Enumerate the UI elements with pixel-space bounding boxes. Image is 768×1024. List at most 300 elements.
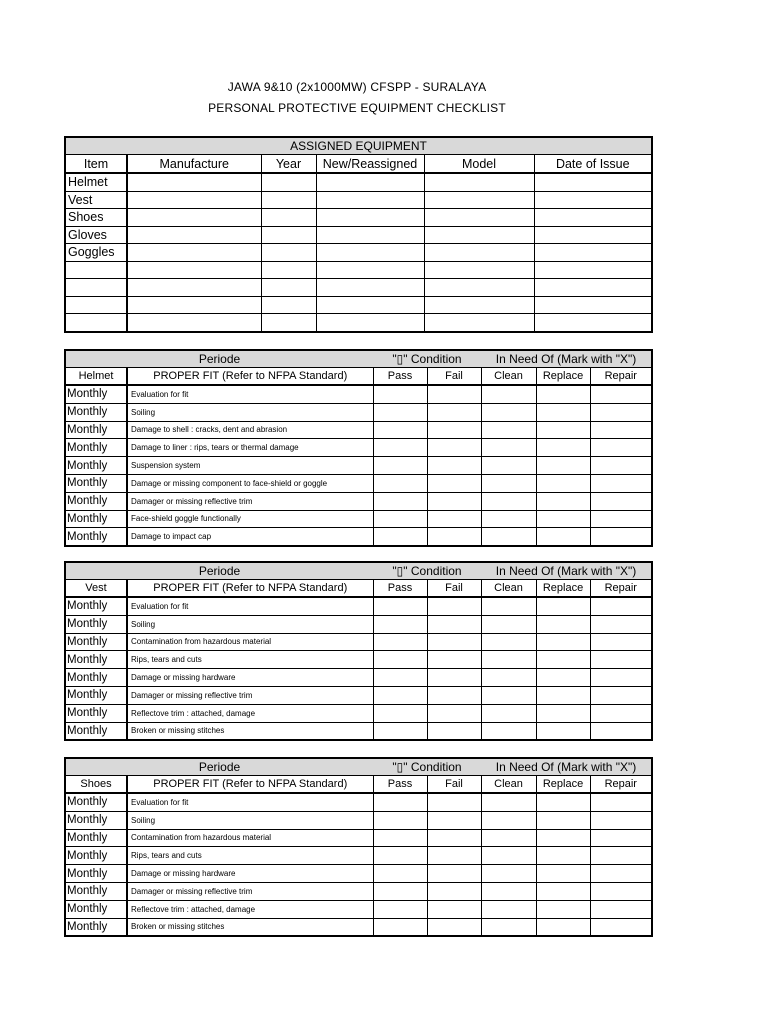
checklist-row <box>65 918 652 936</box>
clean-cell[interactable] <box>481 615 536 633</box>
repair-cell[interactable] <box>590 847 652 865</box>
pass-cell[interactable] <box>373 492 427 510</box>
row-description: Evaluation for fit <box>127 793 373 811</box>
assigned-cell-manufacture[interactable] <box>127 244 261 262</box>
repair-cell[interactable] <box>590 403 652 421</box>
row-period: Monthly <box>65 597 127 615</box>
fail-cell[interactable] <box>427 882 481 900</box>
row-description: Damage to impact cap <box>127 528 373 546</box>
periode-header: Periode <box>65 758 373 776</box>
clean-cell[interactable] <box>481 811 536 829</box>
assigned-cell-date-of-issue[interactable] <box>534 296 652 314</box>
repair-cell[interactable] <box>590 421 652 439</box>
fail-cell[interactable] <box>427 811 481 829</box>
checklist-row <box>65 633 652 651</box>
assigned-cell-manufacture[interactable] <box>127 314 261 332</box>
assigned-row <box>65 191 652 209</box>
checklist-row <box>65 829 652 847</box>
assigned-cell-new-reassigned[interactable] <box>316 173 424 191</box>
clean-cell[interactable] <box>481 439 536 457</box>
pass-cell[interactable] <box>373 421 427 439</box>
repair-cell[interactable] <box>590 474 652 492</box>
checklist-row <box>65 385 652 403</box>
assigned-cell-year[interactable] <box>261 191 316 209</box>
replace-cell[interactable] <box>536 865 590 883</box>
repair-cell[interactable] <box>590 722 652 740</box>
assigned-row <box>65 296 652 314</box>
clean-cell[interactable] <box>481 900 536 918</box>
assigned-cell-date-of-issue[interactable] <box>534 314 652 332</box>
checklist-row <box>65 793 652 811</box>
fail-cell[interactable] <box>427 918 481 936</box>
row-period: Monthly <box>65 811 127 829</box>
replace-header: Replace <box>536 580 590 598</box>
clean-cell[interactable] <box>481 882 536 900</box>
repair-header: Repair <box>590 368 652 386</box>
fail-cell[interactable] <box>427 439 481 457</box>
need-header: In Need Of (Mark with "X") <box>481 350 652 368</box>
assigned-column-headers <box>65 155 652 174</box>
replace-cell[interactable] <box>536 615 590 633</box>
pass-cell[interactable] <box>373 722 427 740</box>
repair-header: Repair <box>590 580 652 598</box>
assigned-cell-date-of-issue[interactable] <box>534 191 652 209</box>
repair-cell[interactable] <box>590 865 652 883</box>
replace-header: Replace <box>536 776 590 794</box>
condition-header: "▯" Condition <box>373 562 481 580</box>
clean-cell[interactable] <box>481 704 536 722</box>
fail-cell[interactable] <box>427 900 481 918</box>
checklist-table-helmet <box>64 349 653 547</box>
checklist-row <box>65 597 652 615</box>
checklist-row <box>65 651 652 669</box>
clean-cell[interactable] <box>481 457 536 475</box>
assigned-equipment-title: ASSIGNED EQUIPMENT <box>65 137 652 155</box>
fail-cell[interactable] <box>427 865 481 883</box>
replace-cell[interactable] <box>536 633 590 651</box>
row-period: Monthly <box>65 847 127 865</box>
row-period: Monthly <box>65 686 127 704</box>
checklist-row <box>65 865 652 883</box>
repair-cell[interactable] <box>590 439 652 457</box>
assigned-row <box>65 261 652 279</box>
checklist-row <box>65 615 652 633</box>
pass-cell[interactable] <box>373 900 427 918</box>
pass-cell[interactable] <box>373 865 427 883</box>
fail-cell[interactable] <box>427 403 481 421</box>
assigned-cell-manufacture[interactable] <box>127 226 261 244</box>
assigned-cell-year[interactable] <box>261 244 316 262</box>
assigned-item-label: Vest <box>65 191 127 209</box>
repair-cell[interactable] <box>590 633 652 651</box>
document-title: JAWA 9&10 (2x1000MW) CFSPP - SURALAYA <box>227 80 487 94</box>
replace-cell[interactable] <box>536 793 590 811</box>
fail-cell[interactable] <box>427 457 481 475</box>
row-description: Face-shield goggle functionally <box>127 510 373 528</box>
pass-cell[interactable] <box>373 811 427 829</box>
row-period: Monthly <box>65 385 127 403</box>
assigned-cell-date-of-issue[interactable] <box>534 244 652 262</box>
proper-fit-header: PROPER FIT (Refer to NFPA Standard) <box>127 580 373 598</box>
repair-cell[interactable] <box>590 686 652 704</box>
row-description: Contamination from hazardous material <box>127 633 373 651</box>
pass-header: Pass <box>373 580 427 598</box>
assigned-row <box>65 173 652 191</box>
section-name: Vest <box>65 580 127 598</box>
pass-cell[interactable] <box>373 704 427 722</box>
checklist-row <box>65 704 652 722</box>
assigned-cell-model[interactable] <box>424 314 534 332</box>
fail-cell[interactable] <box>427 704 481 722</box>
pass-header: Pass <box>373 776 427 794</box>
row-period: Monthly <box>65 403 127 421</box>
row-period: Monthly <box>65 900 127 918</box>
assigned-cell-new-reassigned[interactable] <box>316 209 424 227</box>
fail-cell[interactable] <box>427 651 481 669</box>
row-description: Damage or missing hardware <box>127 669 373 687</box>
assigned-cell-manufacture[interactable] <box>127 296 261 314</box>
replace-cell[interactable] <box>536 403 590 421</box>
assigned-item-label: Shoes <box>65 209 127 227</box>
replace-cell[interactable] <box>536 385 590 403</box>
pass-header: Pass <box>373 368 427 386</box>
assigned-item-label: Helmet <box>65 173 127 191</box>
clean-cell[interactable] <box>481 528 536 546</box>
repair-cell[interactable] <box>590 829 652 847</box>
replace-cell[interactable] <box>536 669 590 687</box>
fail-cell[interactable] <box>427 829 481 847</box>
clean-cell[interactable] <box>481 403 536 421</box>
checklist-row <box>65 510 652 528</box>
clean-header: Clean <box>481 580 536 598</box>
proper-fit-header: PROPER FIT (Refer to NFPA Standard) <box>127 368 373 386</box>
row-description: Damage or missing hardware <box>127 865 373 883</box>
row-description: Broken or missing stitches <box>127 918 373 936</box>
assigned-cell-new-reassigned[interactable] <box>316 191 424 209</box>
assigned-cell-date-of-issue[interactable] <box>534 209 652 227</box>
repair-cell[interactable] <box>590 492 652 510</box>
checklist-row <box>65 847 652 865</box>
replace-cell[interactable] <box>536 882 590 900</box>
row-description: Soiling <box>127 811 373 829</box>
row-period: Monthly <box>65 421 127 439</box>
row-description: Evaluation for fit <box>127 597 373 615</box>
fail-header: Fail <box>427 580 481 598</box>
clean-cell[interactable] <box>481 492 536 510</box>
pass-cell[interactable] <box>373 385 427 403</box>
row-period: Monthly <box>65 439 127 457</box>
replace-cell[interactable] <box>536 847 590 865</box>
assigned-cell-year[interactable] <box>261 296 316 314</box>
clean-cell[interactable] <box>481 918 536 936</box>
periode-header: Periode <box>65 350 373 368</box>
replace-cell[interactable] <box>536 686 590 704</box>
assigned-item-label <box>65 314 127 332</box>
pass-cell[interactable] <box>373 633 427 651</box>
assigned-col-new-reassigned: New/Reassigned <box>316 155 424 174</box>
assigned-cell-manufacture[interactable] <box>127 173 261 191</box>
replace-cell[interactable] <box>536 722 590 740</box>
periode-header: Periode <box>65 562 373 580</box>
assigned-cell-new-reassigned[interactable] <box>316 261 424 279</box>
fail-cell[interactable] <box>427 474 481 492</box>
fail-header: Fail <box>427 368 481 386</box>
row-description: Reflectove trim : attached, damage <box>127 900 373 918</box>
row-description: Damage to shell : cracks, dent and abrasion <box>127 421 373 439</box>
fail-cell[interactable] <box>427 492 481 510</box>
row-period: Monthly <box>65 882 127 900</box>
checklist-table-vest <box>64 561 653 741</box>
checklist-row <box>65 439 652 457</box>
repair-cell[interactable] <box>590 918 652 936</box>
pass-cell[interactable] <box>373 918 427 936</box>
repair-cell[interactable] <box>590 900 652 918</box>
row-period: Monthly <box>65 722 127 740</box>
assigned-cell-manufacture[interactable] <box>127 191 261 209</box>
fail-cell[interactable] <box>427 686 481 704</box>
assigned-cell-model[interactable] <box>424 296 534 314</box>
clean-cell[interactable] <box>481 686 536 704</box>
pass-cell[interactable] <box>373 686 427 704</box>
row-period: Monthly <box>65 829 127 847</box>
pass-cell[interactable] <box>373 669 427 687</box>
assigned-row <box>65 244 652 262</box>
checklist-row <box>65 882 652 900</box>
fail-cell[interactable] <box>427 633 481 651</box>
clean-cell[interactable] <box>481 793 536 811</box>
checklist-row <box>65 669 652 687</box>
proper-fit-header: PROPER FIT (Refer to NFPA Standard) <box>127 776 373 794</box>
pass-cell[interactable] <box>373 597 427 615</box>
replace-cell[interactable] <box>536 492 590 510</box>
fail-cell[interactable] <box>427 510 481 528</box>
row-period: Monthly <box>65 474 127 492</box>
assigned-cell-year[interactable] <box>261 261 316 279</box>
checklist-row <box>65 686 652 704</box>
assigned-cell-model[interactable] <box>424 261 534 279</box>
clean-cell[interactable] <box>481 847 536 865</box>
replace-cell[interactable] <box>536 439 590 457</box>
replace-cell[interactable] <box>536 918 590 936</box>
replace-cell[interactable] <box>536 421 590 439</box>
clean-cell[interactable] <box>481 669 536 687</box>
assigned-cell-new-reassigned[interactable] <box>316 314 424 332</box>
assigned-cell-model[interactable] <box>424 244 534 262</box>
pass-cell[interactable] <box>373 403 427 421</box>
document-subtitle: PERSONAL PROTECTIVE EQUIPMENT CHECKLIST <box>208 101 506 115</box>
fail-cell[interactable] <box>427 528 481 546</box>
condition-header: "▯" Condition <box>373 758 481 776</box>
assigned-cell-manufacture[interactable] <box>127 261 261 279</box>
clean-cell[interactable] <box>481 421 536 439</box>
row-period: Monthly <box>65 615 127 633</box>
clean-cell[interactable] <box>481 385 536 403</box>
assigned-cell-model[interactable] <box>424 191 534 209</box>
checklist-row <box>65 722 652 740</box>
assigned-cell-date-of-issue[interactable] <box>534 279 652 297</box>
fail-cell[interactable] <box>427 597 481 615</box>
checklist-row <box>65 900 652 918</box>
repair-cell[interactable] <box>590 669 652 687</box>
row-period: Monthly <box>65 918 127 936</box>
checklist-row <box>65 457 652 475</box>
fail-cell[interactable] <box>427 847 481 865</box>
row-description: Damage to liner : rips, tears or thermal damage <box>127 439 373 457</box>
row-period: Monthly <box>65 865 127 883</box>
condition-header: "▯" Condition <box>373 350 481 368</box>
replace-cell[interactable] <box>536 510 590 528</box>
pass-cell[interactable] <box>373 651 427 669</box>
replace-cell[interactable] <box>536 457 590 475</box>
assigned-row <box>65 209 652 227</box>
assigned-cell-date-of-issue[interactable] <box>534 261 652 279</box>
assigned-cell-new-reassigned[interactable] <box>316 244 424 262</box>
assigned-item-label: Gloves <box>65 226 127 244</box>
pass-cell[interactable] <box>373 615 427 633</box>
pass-cell[interactable] <box>373 439 427 457</box>
repair-cell[interactable] <box>590 651 652 669</box>
assigned-item-label <box>65 296 127 314</box>
row-description: Damager or missing reflective trim <box>127 492 373 510</box>
repair-header: Repair <box>590 776 652 794</box>
repair-cell[interactable] <box>590 510 652 528</box>
pass-cell[interactable] <box>373 847 427 865</box>
row-description: Reflectove trim : attached, damage <box>127 704 373 722</box>
checklist-row <box>65 811 652 829</box>
row-description: Soiling <box>127 403 373 421</box>
assigned-cell-year[interactable] <box>261 279 316 297</box>
assigned-cell-new-reassigned[interactable] <box>316 226 424 244</box>
repair-cell[interactable] <box>590 811 652 829</box>
replace-cell[interactable] <box>536 829 590 847</box>
checklist-row <box>65 421 652 439</box>
assigned-cell-year[interactable] <box>261 209 316 227</box>
row-period: Monthly <box>65 669 127 687</box>
need-header: In Need Of (Mark with "X") <box>481 562 652 580</box>
row-description: Broken or missing stitches <box>127 722 373 740</box>
replace-cell[interactable] <box>536 528 590 546</box>
clean-header: Clean <box>481 776 536 794</box>
repair-cell[interactable] <box>590 615 652 633</box>
assigned-cell-year[interactable] <box>261 226 316 244</box>
assigned-col-date-of-issue: Date of Issue <box>534 155 652 174</box>
replace-cell[interactable] <box>536 651 590 669</box>
assigned-cell-model[interactable] <box>424 209 534 227</box>
replace-cell[interactable] <box>536 597 590 615</box>
checklist-row <box>65 492 652 510</box>
row-period: Monthly <box>65 633 127 651</box>
row-period: Monthly <box>65 793 127 811</box>
checklist-row <box>65 403 652 421</box>
pass-cell[interactable] <box>373 882 427 900</box>
fail-cell[interactable] <box>427 669 481 687</box>
fail-cell[interactable] <box>427 793 481 811</box>
fail-cell[interactable] <box>427 421 481 439</box>
assigned-item-label: Goggles <box>65 244 127 262</box>
row-period: Monthly <box>65 651 127 669</box>
assigned-cell-date-of-issue[interactable] <box>534 173 652 191</box>
row-description: Contamination from hazardous material <box>127 829 373 847</box>
assigned-cell-new-reassigned[interactable] <box>316 279 424 297</box>
assigned-cell-new-reassigned[interactable] <box>316 296 424 314</box>
clean-cell[interactable] <box>481 651 536 669</box>
assigned-item-label <box>65 261 127 279</box>
repair-cell[interactable] <box>590 385 652 403</box>
assigned-cell-manufacture[interactable] <box>127 209 261 227</box>
row-description: Damager or missing reflective trim <box>127 882 373 900</box>
fail-cell[interactable] <box>427 385 481 403</box>
pass-cell[interactable] <box>373 474 427 492</box>
row-period: Monthly <box>65 704 127 722</box>
section-name: Shoes <box>65 776 127 794</box>
replace-cell[interactable] <box>536 811 590 829</box>
repair-cell[interactable] <box>590 528 652 546</box>
assigned-cell-date-of-issue[interactable] <box>534 226 652 244</box>
row-period: Monthly <box>65 492 127 510</box>
pass-cell[interactable] <box>373 528 427 546</box>
row-description: Suspension system <box>127 457 373 475</box>
fail-cell[interactable] <box>427 615 481 633</box>
assigned-row <box>65 314 652 332</box>
assigned-cell-model[interactable] <box>424 279 534 297</box>
replace-cell[interactable] <box>536 704 590 722</box>
clean-cell[interactable] <box>481 510 536 528</box>
row-description: Damager or missing reflective trim <box>127 686 373 704</box>
row-description: Evaluation for fit <box>127 385 373 403</box>
assigned-row <box>65 279 652 297</box>
clean-cell[interactable] <box>481 597 536 615</box>
pass-cell[interactable] <box>373 457 427 475</box>
row-description: Damage or missing component to face-shield or goggle <box>127 474 373 492</box>
assigned-equipment-table <box>64 136 653 333</box>
assigned-cell-year[interactable] <box>261 314 316 332</box>
repair-cell[interactable] <box>590 597 652 615</box>
fail-cell[interactable] <box>427 722 481 740</box>
assigned-cell-model[interactable] <box>424 173 534 191</box>
clean-cell[interactable] <box>481 633 536 651</box>
replace-cell[interactable] <box>536 474 590 492</box>
clean-cell[interactable] <box>481 865 536 883</box>
repair-cell[interactable] <box>590 457 652 475</box>
assigned-col-manufacture: Manufacture <box>127 155 261 174</box>
clean-cell[interactable] <box>481 474 536 492</box>
assigned-cell-year[interactable] <box>261 173 316 191</box>
replace-header: Replace <box>536 368 590 386</box>
checklist-table-shoes <box>64 757 653 937</box>
pass-cell[interactable] <box>373 510 427 528</box>
repair-cell[interactable] <box>590 704 652 722</box>
row-period: Monthly <box>65 457 127 475</box>
pass-cell[interactable] <box>373 793 427 811</box>
replace-cell[interactable] <box>536 900 590 918</box>
assigned-row <box>65 226 652 244</box>
row-description: Rips, tears and cuts <box>127 847 373 865</box>
assigned-col-item: Item <box>65 155 127 174</box>
row-period: Monthly <box>65 510 127 528</box>
assigned-cell-manufacture[interactable] <box>127 279 261 297</box>
pass-cell[interactable] <box>373 829 427 847</box>
fail-header: Fail <box>427 776 481 794</box>
assigned-cell-model[interactable] <box>424 226 534 244</box>
clean-cell[interactable] <box>481 829 536 847</box>
repair-cell[interactable] <box>590 882 652 900</box>
repair-cell[interactable] <box>590 793 652 811</box>
need-header: In Need Of (Mark with "X") <box>481 758 652 776</box>
row-period: Monthly <box>65 528 127 546</box>
clean-cell[interactable] <box>481 722 536 740</box>
section-name: Helmet <box>65 368 127 386</box>
checklist-row <box>65 474 652 492</box>
